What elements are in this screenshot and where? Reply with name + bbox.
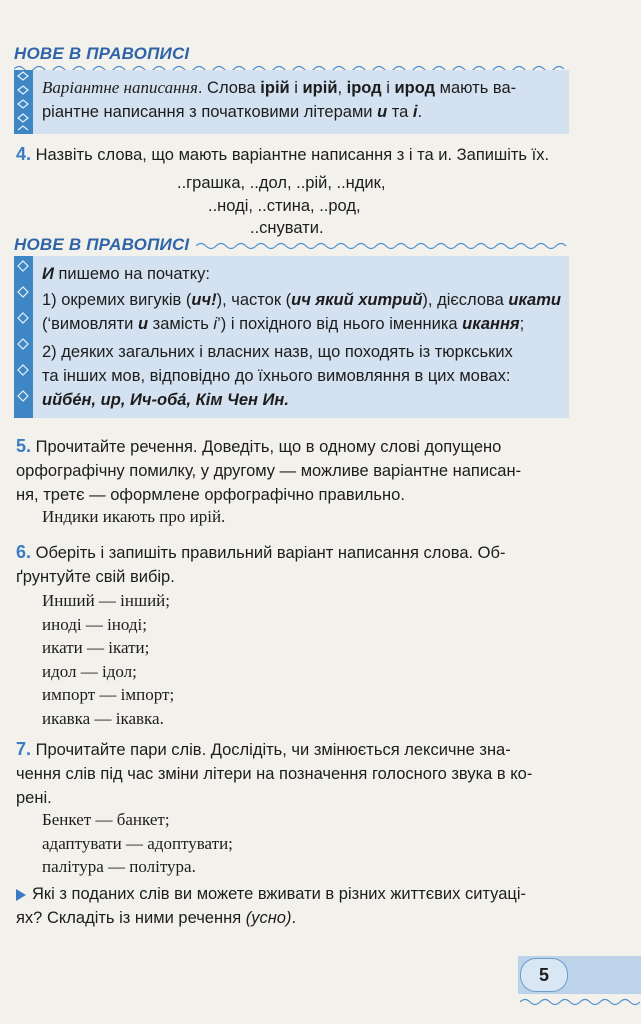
task-7: 7. Прочитайте пари слів. Дослідіть, чи змінюється лексичне зна- чення слів під час зміни літери на позначення голосного звука в ко- рені. [16, 739, 533, 807]
list-item: иноді — іноді; [42, 614, 148, 634]
task-number: 5. [16, 436, 32, 456]
decorative-stripe [14, 256, 33, 418]
list-item: палітура — політура. [42, 857, 196, 876]
task-6: 6. Оберіть і запишіть правильний варіант написання слова. Об- ґрунтуйте свій вибір. [16, 542, 506, 586]
word-list-line-2: ..ноді, ..стина, ..род, [208, 197, 361, 215]
decorative-stripe [14, 70, 33, 134]
word-pair-list [42, 589, 174, 730]
list-item: икати — ікати; [42, 638, 150, 657]
list-item: импорт — імпорт; [42, 685, 175, 704]
note-box-1 [14, 70, 569, 134]
wave-divider-3 [520, 997, 641, 1007]
note-header-1: НОВЕ В ПРАВОПИСІ [14, 44, 190, 63]
task-text: Назвіть слова, що мають варіантне написання з і та и. Запишіть їх. [35, 146, 550, 164]
task-number: 4. [16, 144, 32, 164]
list-item: Бенкет — банкет; [42, 810, 170, 829]
page-number: 5 [520, 958, 568, 992]
note-box-2 [14, 256, 569, 418]
task-number: 7. [16, 739, 32, 759]
word-list-line-3: ..снувати. [250, 219, 324, 237]
task-number: 6. [16, 542, 32, 562]
note-header-2: НОВЕ В ПРАВОПИСІ [14, 235, 190, 254]
wave-divider-2 [196, 241, 569, 251]
list-item: Инший — інший; [42, 591, 170, 610]
list-item: икавка — ікавка. [42, 708, 164, 728]
note-title: Варіантне написання [42, 78, 198, 97]
task-5: 5. Прочитайте речення. Доведіть, що в одному слові допущено орфографічну помилку, у другому — можливе варіантне написан- ня, третє — оформлене орфографічно правильно. [16, 436, 522, 504]
word-list-line-1: ..грашка, ..дол, ..рій, ..ндик, [177, 174, 386, 192]
word-pair-list-2 [42, 808, 233, 879]
task-4 [16, 142, 576, 167]
task-5-sentence: Индики икають про ирій. [42, 507, 226, 526]
arrow-bullet-icon [16, 889, 26, 901]
note-2-text: И пишемо на початку: 1) окремих вигуків (ич!), часток (ич який хитрий), дієслова икати (‘вимовляти и замість і’) і похідного від нього іменника икання; 2) деяких загальних і власних назв, що походять із тюркських та інших мов, відповідно до їхнього вимовляння в цих мовах: ийбе́н, ир, Ич-оба́, Кім Чен Ин. [42, 265, 561, 409]
list-item: идол — ідол; [42, 661, 137, 681]
list-item: адаптувати — адоптувати; [42, 833, 233, 853]
task-7-question: Які з поданих слів ви можете вживати в різних життєвих ситуаці- ях? Складіть із ними речення (усно). [16, 885, 527, 927]
note-1-text: Варіантне написання. Слова ірій і ирій, ірод і ирод мають ва- ріантне написання з початковими літерами и та і. [42, 78, 517, 121]
